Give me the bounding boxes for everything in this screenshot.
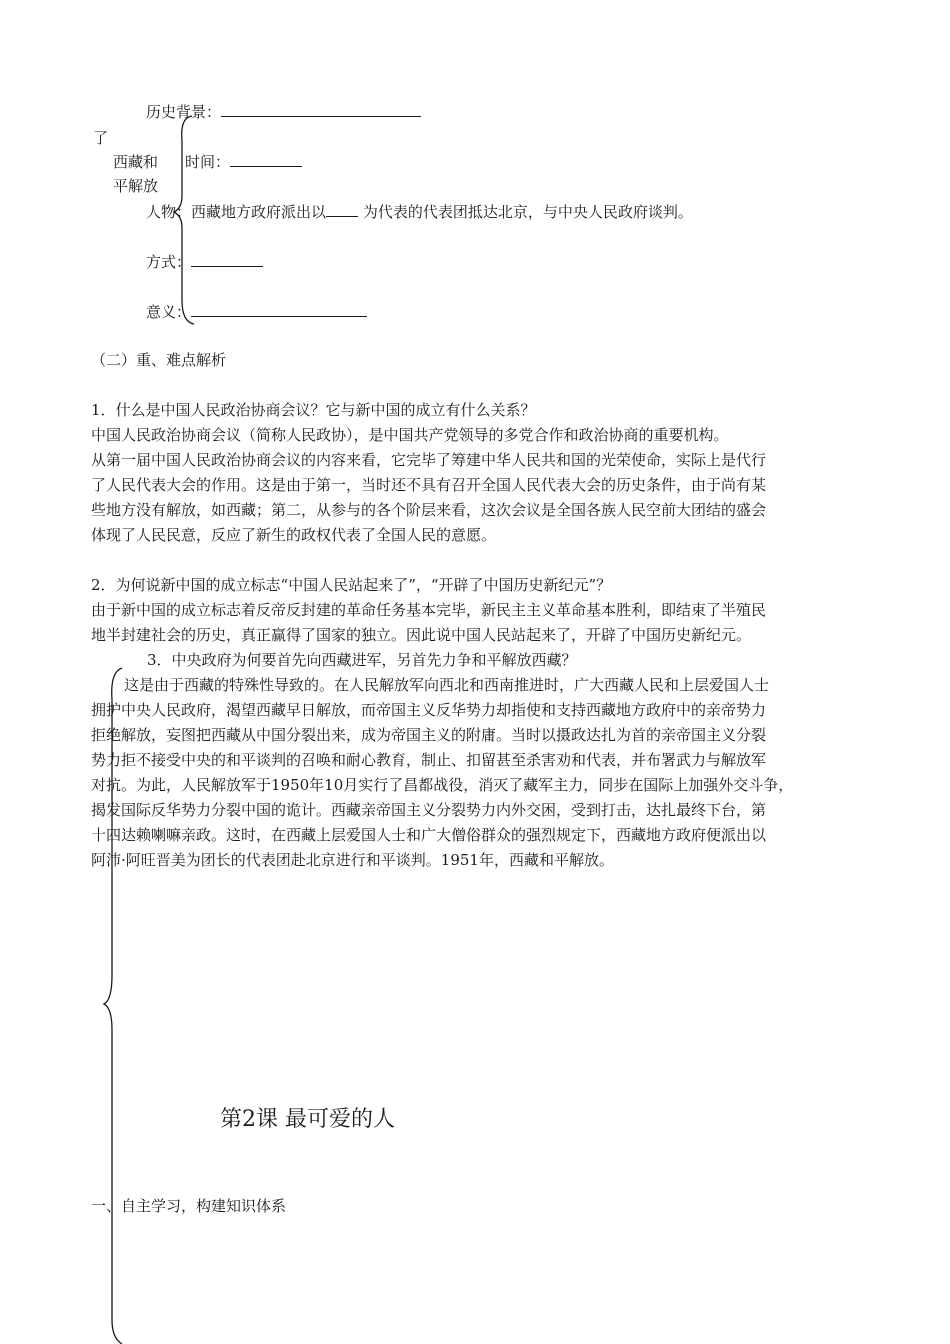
answer-1-line: 体现了人民民意，反应了新生的政权代表了全国人民的意愿。 (91, 526, 497, 544)
answer-3-line: 对抗。为此，人民解放军于1950年10月实行了昌都战役，消灭了藏军主力，同步在国际上加强外交斗争， (91, 776, 794, 794)
answer-1-line: 了人民代表大会的作用。这是由于第一，当时还不具有召开全国人民代表大会的历史条件，由于尚有某 (91, 476, 767, 494)
outline-brace (174, 116, 194, 324)
answer-3-line: 拒绝解放，妄图把西藏从中国分裂出来，成为帝国主义的附庸。当时以摄政达扎为首的亲帝国主义分裂 (91, 726, 767, 744)
answer-1-line: 些地方没有解放，如西藏；第二，从参与的各个阶层来看，这次会议是全国各族人民空前大团结的盛会 (91, 501, 767, 519)
answer-3-line: 十四达赖喇嘛亲政。这时，在西藏上层爱国人士和广大僧俗群众的强烈规定下，西藏地方政府便派出以 (91, 826, 767, 844)
lesson-title: 第2课 最可爱的人 (220, 1107, 395, 1132)
section-heading: 一、自主学习，构建知识体系 (91, 1197, 287, 1215)
liao-text: 了 (93, 129, 109, 147)
analysis-heading: （二）重、难点解析 (91, 351, 227, 369)
bg-label: 历史背景： (146, 102, 421, 122)
person-line: 人物：西藏地方政府派出以 为代表的代表团抵达北京，与中央人民政府谈判。 (146, 203, 693, 221)
time-label: 时间： (185, 152, 302, 172)
answer-1-line: 从第一届中国人民政治协商会议的内容来看，它完毕了筹建中华人民共和国的光荣使命，实际上是代行 (91, 451, 767, 469)
answer-3-line: 阿沛·阿旺晋美为团长的代表团赴北京进行和平谈判。1951年，西藏和平解放。 (91, 851, 614, 869)
question-1: 1．什么是中国人民政治协商会议？它与新中国的成立有什么关系？ (91, 401, 536, 419)
method-label: 方式： (146, 252, 263, 272)
answer-1-line: 中国人民政治协商会议（简称人民政协），是中国共产党领导的多党合作和政治协商的重要机构。 (91, 426, 729, 444)
answer-2-line: 地半封建社会的历史，真正赢得了国家的独立。因此说中国人民站起来了，开辟了中国历史新纪元。 (91, 626, 752, 644)
topic-line2: 平解放 (113, 177, 159, 195)
answer-3-line: 势力拒不接受中央的和平谈判的召唤和耐心教育，制止、扣留甚至杀害劝和代表，并布署武力与解放军 (91, 751, 767, 769)
question-3: 3．中央政府为何要首先向西藏进军，另首先力争和平解放西藏？ (147, 651, 577, 669)
answer-2-line: 由于新中国的成立标志着反帝反封建的革命任务基本完毕，新民主主义革命基本胜利，即结束了半殖民 (91, 601, 767, 619)
answer-3-line: 这是由于西藏的特殊性导致的。在人民解放军向西北和西南推进时，广大西藏人民和上层爱国人士 (124, 676, 770, 694)
question-2: 2．为何说新中国的成立标志“中国人民站起来了”，“开辟了中国历史新纪元”？ (91, 576, 612, 594)
meaning-label: 意义： (146, 302, 367, 322)
answer-3-line: 拥护中央人民政府，渴望西藏早日解放，而帝国主义反华势力却指使和支持西藏地方政府中的亲帝势力 (91, 701, 767, 719)
topic-line1: 西藏和 (113, 153, 159, 171)
answer-3-line: 揭发国际反华势力分裂中国的诡计。西藏亲帝国主义分裂势力内外交困，受到打击，达扎最终下台，第 (91, 801, 767, 819)
